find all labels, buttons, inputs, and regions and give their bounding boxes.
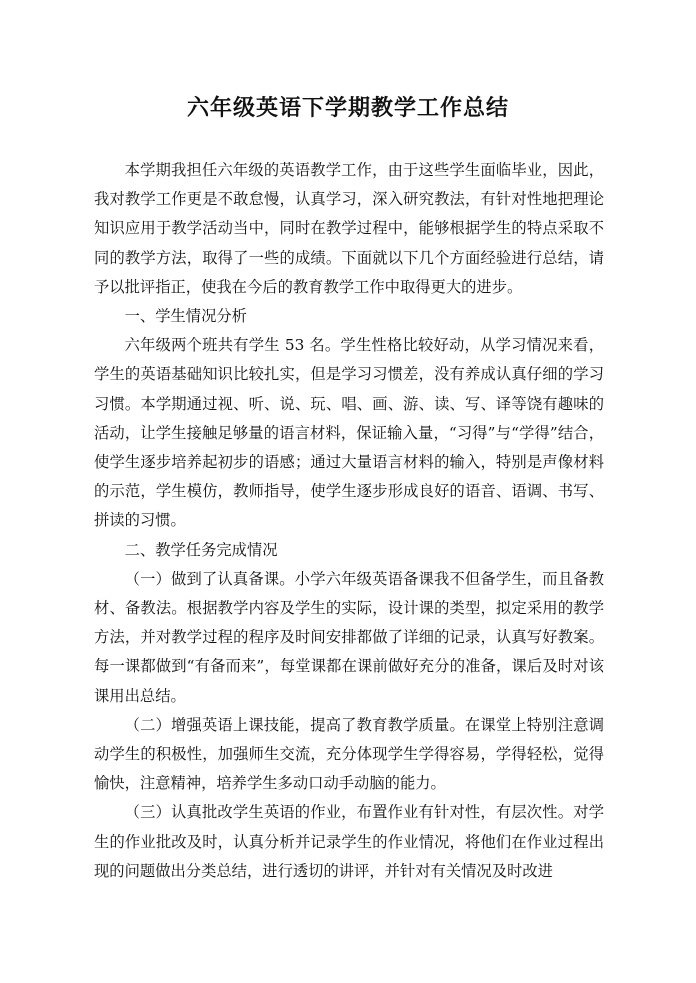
intro-paragraph: 本学期我担任六年级的英语教学工作，由于这些学生面临毕业，因此，我对教学工作更是不敢怠慢，认真学习，深入研究教法，有针对性地把理论知识应用于教学活动当中，同时在教学过程中，能够根据学生的特点采取不同的教学方法，取得了一些的成绩。下面就以下几个方面经验进行总结，请予以批评指正，使我在今后的教育教学工作中取得更大的进步。 <box>94 161 604 296</box>
task-item-class-skills: （二）增强英语上课技能，提高了教育教学质量。在课堂上特别注意调动学生的积极性，加强师生交流，充分体现学生学得容易，学得轻松，觉得愉快，注意精神，培养学生多动口动手动脑的能力。 <box>94 715 604 793</box>
section-heading-student-analysis: 一、学生情况分析 <box>124 307 247 326</box>
task-item-lesson-prep: （一）做到了认真备课。小学六年级英语备课我不但备学生，而且备教材、备教法。根据教学内容及学生的实际，设计课的类型，拟定采用的教学方法，并对教学过程的程序及时间安排都做了详细的记录，认真写好教案。每一课都做到“有备而来”，每堂课都在课前做好充分的准备，课后及时对该课用出总结。 <box>94 569 604 705</box>
student-analysis-paragraph: 六年级两个班共有学生 53 名。学生性格比较好动，从学习情况来看，学生的英语基础知识比较扎实，但是学习习惯差，没有养成认真仔细的学习习惯。本学期通过视、听、说、玩、唱、画、游、读、写、译等饶有趣味的活动，让学生接触足够量的语言材料，保证输入量，“习得”与“学得”结合，使学生逐步培养起初步的语感；通过大量语言材料的输入，特别是声像材料的示范，学生模仿，教师指导，使学生逐步形成良好的语音、语调、书写、拼读的习惯。 <box>94 336 604 530</box>
section-heading-task-completion: 二、教学任务完成情况 <box>124 540 278 559</box>
task-item-homework: （三）认真批改学生英语的作业，布置作业有针对性，有层次性。对学生的作业批改及时，认真分析并记录学生的作业情况，将他们在作业过程出现的问题做出分类总结，进行透切的讲评，并针对有关情况及时改进 <box>94 803 604 880</box>
document-body <box>94 156 604 886</box>
page-title: 六年级英语下学期教学工作总结 <box>186 95 509 121</box>
